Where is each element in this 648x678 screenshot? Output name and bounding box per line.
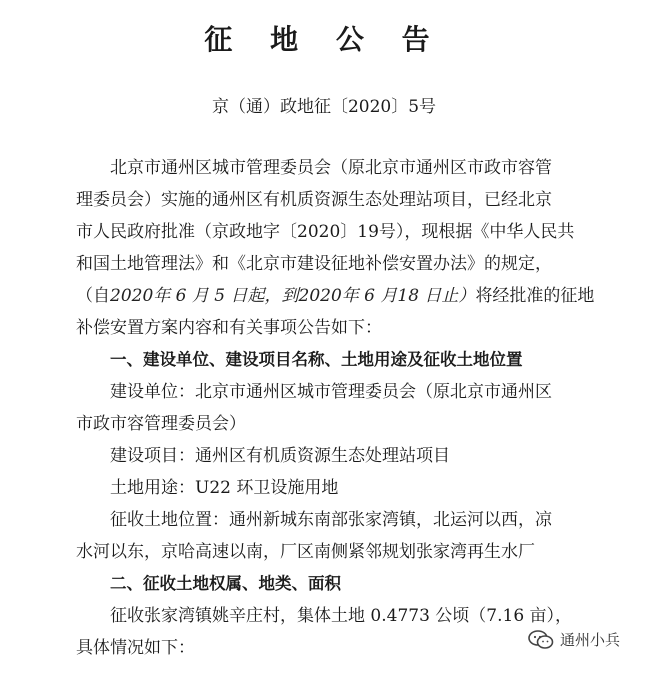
details-intro: 具体情况如下：: [76, 638, 195, 658]
intro-date-line: [76, 280, 596, 312]
intro-line: 北京市通州区城市管理委员会（原北京市通州区市政市容管: [110, 158, 552, 178]
land-use: 土地用途：U22 环卫设施用地: [110, 478, 339, 498]
intro-line: 和国土地管理法》和《北京市建设征地补偿安置办法》的规定，: [76, 254, 552, 274]
document-number: 京（通）政地征〔2020〕5号: [211, 97, 437, 117]
watermark-label: 通州小兵: [559, 631, 620, 649]
land-location-cont: 水河以东，京哈高速以南，厂区南侧紧邻规划张家湾再生水厂: [76, 542, 535, 562]
construction-unit: 建设单位：北京市通州区城市管理委员会（原北京市通州区: [110, 382, 552, 402]
construction-unit-cont: 市政市容管理委员会）: [76, 414, 246, 434]
handwritten-dates: 2020年 6 月 5 日起，到2020年 6 月18 日止）: [110, 286, 476, 306]
land-area: 征收张家湾镇姚辛庄村，集体土地 0.4773 公顷（7.16 亩），: [110, 606, 573, 626]
notice-body: [76, 152, 596, 664]
intro-line: 补偿安置方案内容和有关事项公告如下：: [76, 318, 382, 338]
notice-title: 征 地 公 告: [204, 23, 444, 56]
intro-line: 市人民政府批准（京政地字〔2020〕19号），现根据《中华人民共: [76, 222, 575, 242]
land-location: 征收土地位置：通州新城东南部张家湾镇，北运河以西，凉: [110, 510, 552, 530]
section2-heading: 二、征收土地权属、地类、面积: [110, 574, 341, 593]
construction-project: 建设项目：通州区有机质资源生态处理站项目: [110, 446, 450, 466]
section1-heading: 一、建设单位、建设项目名称、土地用途及征收土地位置: [110, 350, 523, 369]
wechat-watermark: [522, 627, 626, 652]
date-suffix: 将经批准的征地: [475, 286, 595, 306]
intro-line: 理委员会）实施的通州区有机质资源生态处理站项目，已经北京: [76, 190, 552, 210]
wechat-icon: [528, 630, 554, 650]
date-prefix: （自: [76, 286, 110, 306]
